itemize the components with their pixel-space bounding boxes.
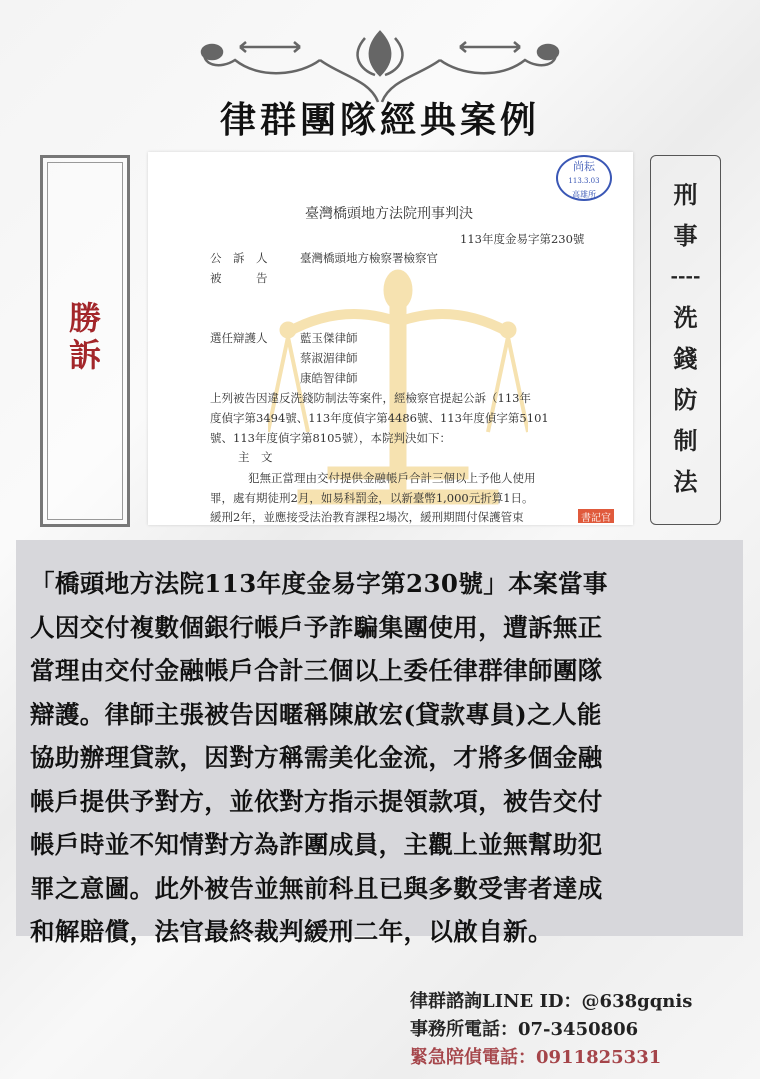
lawyer-name: 蔡淑湄律師	[300, 351, 358, 365]
case-category-tag	[650, 155, 721, 525]
document-line: 度偵字第3494號、113年度偵字第4486號、113年度偵字第5101	[210, 411, 549, 425]
line-id: 律群諮詢LINE ID：@638gqnis	[410, 991, 693, 1012]
summary-line: 辯護。律師主張被告因暱稱陳啟宏(貸款專員)之人能	[30, 699, 602, 729]
tag-char: 法	[673, 467, 698, 496]
document-line: 上列被告因違反洗錢防制法等案件，經檢察官提起公訴（113年	[210, 391, 531, 405]
stamp-date: 113.3.03	[568, 177, 600, 185]
tag-char: 錢	[673, 344, 698, 373]
received-stamp	[556, 155, 612, 201]
stamp-office: 高雄所	[572, 190, 596, 199]
verdict-line: 罪，處有期徒刑2月，如易科罰金，以新臺幣1,000元折算1日。	[210, 491, 534, 505]
tag-char: 防	[673, 385, 698, 414]
summary-line: 帳戶時並不知情對方為詐團成員，主觀上並無幫助犯	[30, 830, 603, 859]
stamp-text: 尚耘	[573, 160, 595, 173]
summary-line: 「橋頭地方法院113年度金易字第230號」本案當事	[30, 569, 608, 598]
summary-line: 和解賠償，法官最終裁判緩刑二年，以啟自新。	[30, 917, 553, 946]
tag-char: 制	[673, 426, 698, 455]
verdict-badge-frame	[40, 155, 130, 527]
defendant-label: 被 告	[210, 271, 268, 285]
contact-info	[410, 988, 692, 1072]
defense-label: 選任辯護人	[210, 331, 268, 345]
summary-line: 當理由交付金融帳戶合計三個以上委任律群律師團隊	[30, 656, 603, 685]
summary-line: 協助辦理貸款，因對方稱需美化金流，才將多個金融	[30, 743, 603, 772]
summary-line: 罪之意圖。此外被告並無前科且已與多數受害者達成	[30, 873, 603, 903]
case-summary-panel	[16, 540, 743, 946]
tag-char: 洗	[673, 303, 698, 332]
office-phone: 事務所電話：07-3450806	[410, 1019, 639, 1040]
badge-char: 訴	[68, 336, 101, 374]
case-number: 113年度金易字第230號	[460, 232, 585, 246]
main-text-label: 主 文	[238, 450, 273, 464]
badge-char: 勝	[68, 299, 101, 337]
document-heading: 臺灣橋頭地方法院刑事判決	[305, 206, 473, 222]
verdict-line: 緩刑2年，並應接受法治教育課程2場次，緩刑期間付保護管束	[210, 510, 524, 524]
clerk-stamp: 書記官	[578, 509, 614, 523]
verdict-line: 犯無正當理由交付提供金融帳戶合計三個以上予他人使用	[248, 471, 536, 485]
document-line: 號、113年度偵字第8105號），本院判決如下：	[210, 431, 451, 445]
emergency-phone: 緊急陪偵電話：0911825331	[410, 1047, 662, 1068]
lawyer-name: 藍玉傑律師	[300, 331, 358, 345]
summary-line: 人因交付複數個銀行帳戶予詐騙集團使用，遭訴無正	[30, 612, 603, 642]
summary-line: 帳戶提供予對方，並依對方指示提領款項，被告交付	[30, 786, 603, 816]
judgment-document-image	[148, 152, 633, 525]
lawyer-name: 康皓智律師	[300, 371, 358, 385]
prosecutor: 臺灣橋頭地方檢察署檢察官	[300, 251, 438, 265]
prosecutor-label: 公 訴 人	[210, 251, 268, 265]
tag-divider: ----	[670, 266, 701, 287]
tag-char: 事	[673, 221, 698, 250]
tag-char: 刑	[673, 180, 698, 209]
page-title: 律群團隊經典案例	[219, 99, 540, 141]
